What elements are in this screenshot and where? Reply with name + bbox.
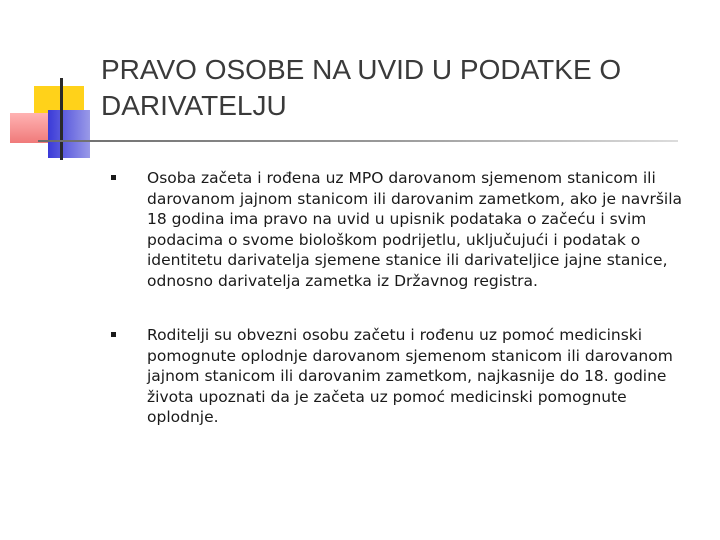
- bullet-square-icon: [111, 332, 116, 337]
- decor-blue-square: [48, 110, 90, 158]
- slide-title: PRAVO OSOBE NA UVID U PODATKE O DARIVATELJU: [101, 54, 622, 121]
- title-underline: [38, 140, 678, 142]
- bullet-item: [108, 325, 698, 428]
- bullet-item: [108, 168, 698, 291]
- bullet-text: Osoba začeta i rođena uz MPO darovanom sjemenom stanicom ili darovanom jajnom stanicom ili darovanim zametkom, ako je navršila 18 godina ima pravo na uvid u upisnik podataka o začeću i svim podacima o svome biološkom podrijetlu, uključujući i podatak o identitetu darivatelja sjemene stanice ili darivateljice jajne stanice, odnosno darivatelja zametka iz Državnog registra.: [147, 169, 682, 290]
- bullet-text: Roditelji su obvezni osobu začetu i rođenu uz pomoć medicinski pomognute oplodnje darovanom sjemenom stanicom ili darovanom jajnom stanicom ili darovanim zametkom, najkasnije do 18. godine života upoznati da je začeta uz pomoć medicinski pomognute oplodnje.: [147, 326, 673, 426]
- bullet-square-icon: [111, 175, 116, 180]
- decor-vertical-line: [60, 78, 63, 160]
- bullet-list: [108, 168, 698, 462]
